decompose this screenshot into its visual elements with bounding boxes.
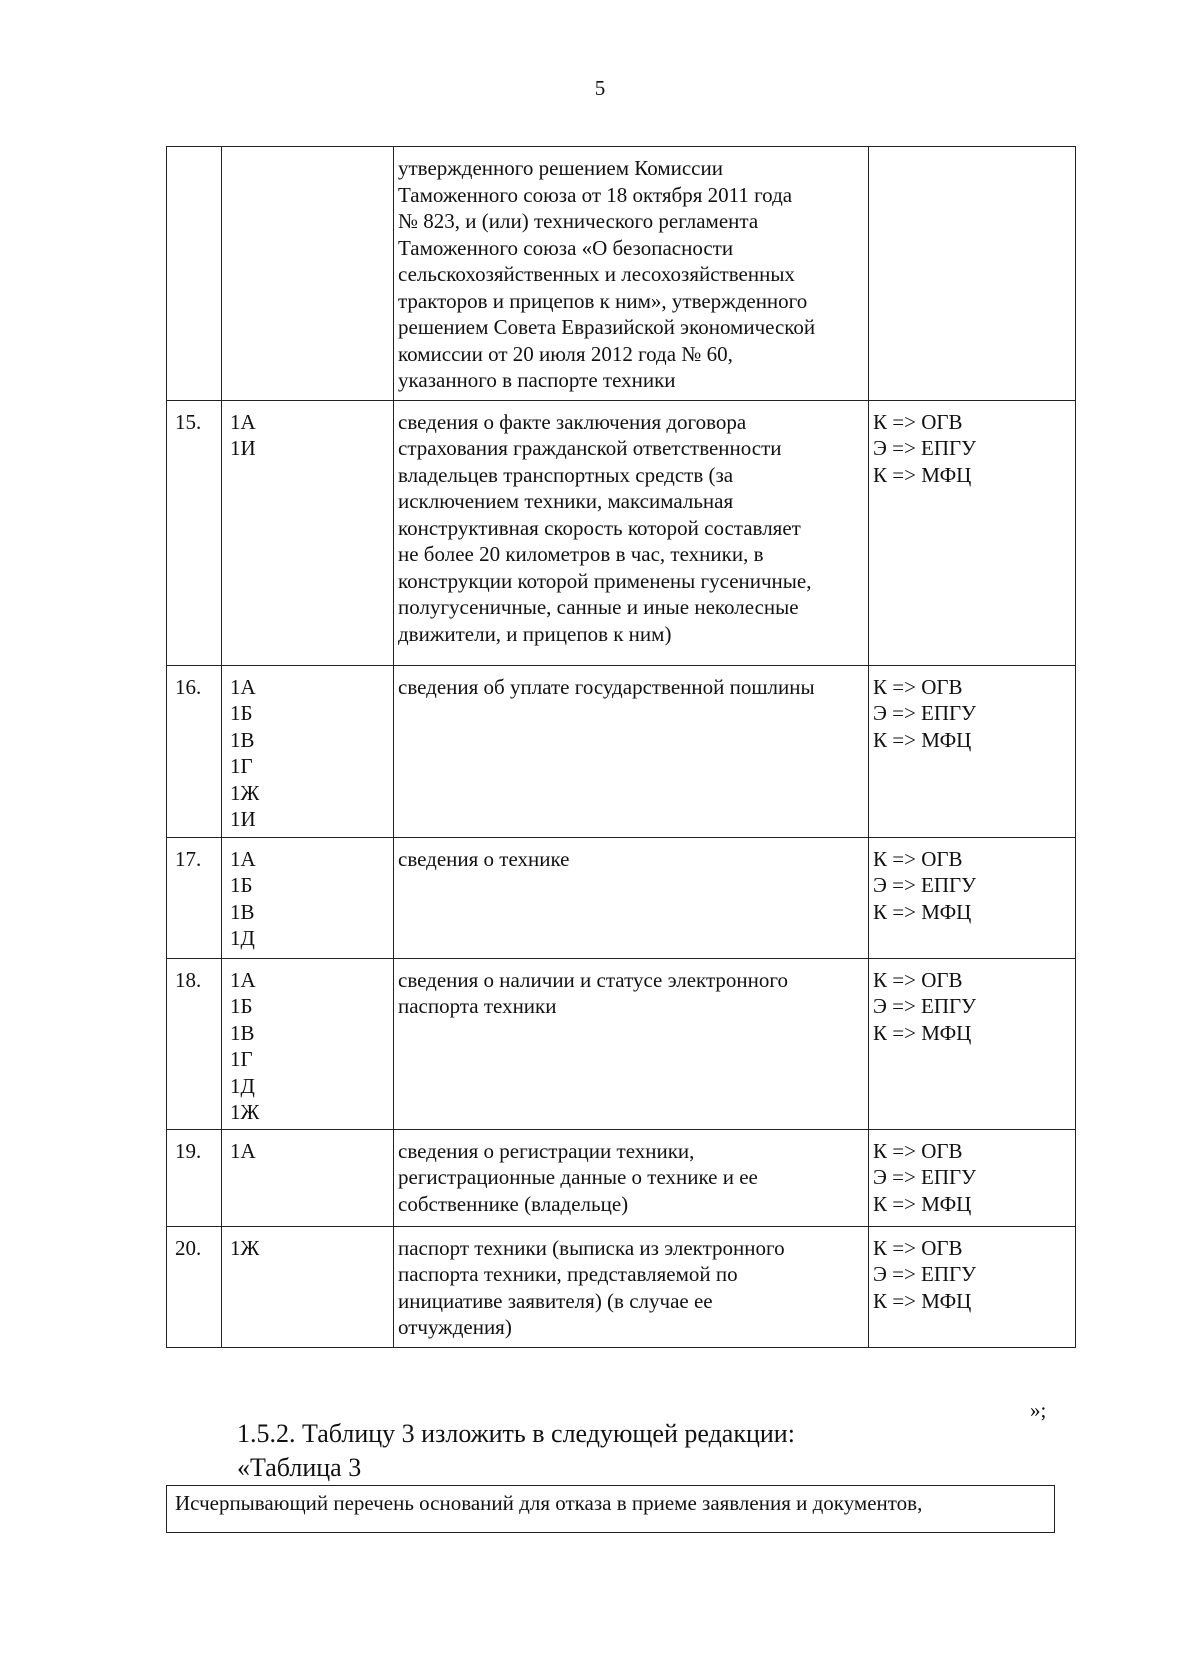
route-entry: Э => ЕПГУ: [873, 994, 977, 1018]
route-entry: К => МФЦ: [873, 1191, 972, 1216]
row-number-cell: [167, 400, 222, 665]
row-code: 1А: [230, 674, 256, 699]
description-line: отчуждения): [398, 1315, 512, 1339]
description-line: регистрационные данные о технике и ее: [398, 1165, 758, 1189]
route-entry: Э => ЕПГУ: [873, 436, 977, 460]
row-description-cell: [394, 1129, 869, 1226]
description-line: № 823, и (или) технического регламента: [398, 209, 759, 233]
description-line: решением Совета Евразийской экономической: [398, 315, 816, 339]
route-entry: К => ОГВ: [873, 1138, 963, 1163]
description-line: движители, и прицепов к ним): [398, 621, 672, 646]
description-line: конструктивная скорость которой составляет: [398, 515, 801, 540]
route-entry: К => МФЦ: [873, 899, 972, 924]
closing-quote: »;: [1030, 1398, 1047, 1422]
row-number-cell: [167, 1226, 222, 1347]
description-line: сельскохозяйственных и лесохозяйственных: [398, 262, 795, 286]
row-code: 1А: [230, 409, 256, 434]
row-description-cell: [394, 665, 869, 837]
route-entry: Э => ЕПГУ: [873, 1262, 977, 1286]
row-description-cell: [394, 147, 869, 401]
table-row: [167, 837, 1076, 958]
table-row-continuation: [167, 147, 1076, 401]
description-line: Таможенного союза «О безопасности: [398, 235, 734, 260]
row-code: 1Ж: [230, 1235, 260, 1260]
row-code: 1Б: [230, 873, 253, 897]
route-entry: Э => ЕПГУ: [873, 873, 977, 897]
row-code: 1Ж: [230, 1100, 260, 1124]
row-code: 1В: [230, 1020, 255, 1045]
row-codes-cell: [222, 958, 394, 1129]
row-number-cell: [167, 665, 222, 837]
row-code: 1Ж: [230, 780, 260, 805]
route-entry: К => МФЦ: [873, 727, 972, 752]
row-code: 1А: [230, 846, 256, 871]
row-codes-cell: [222, 665, 394, 837]
route-entry: Э => ЕПГУ: [873, 701, 977, 725]
row-description-cell: [394, 1226, 869, 1347]
row-code: 1Г: [230, 754, 253, 778]
row-routes-cell: [869, 400, 1076, 665]
route-entry: К => МФЦ: [873, 462, 972, 487]
description-line: сведения о регистрации техники,: [398, 1138, 695, 1163]
description-line: комиссии от 20 июля 2012 года № 60,: [398, 341, 733, 366]
row-number-cell: [167, 1129, 222, 1226]
description-line: утвержденного решением Комиссии: [398, 156, 723, 180]
row-description-cell: [394, 837, 869, 958]
description-line: паспорт техники (выписка из электронного: [398, 1235, 785, 1260]
row-routes-cell: [869, 958, 1076, 1129]
description-line: сведения о технике: [398, 846, 570, 871]
table3-header-cell: Исчерпывающий перечень оснований для отказа в приеме заявления и документов,: [166, 1485, 1055, 1533]
description-line: инициативе заявителя) (в случае ее: [398, 1288, 713, 1313]
route-entry: К => ОГВ: [873, 409, 963, 434]
description-line: сведения о наличии и статусе электронного: [398, 967, 788, 992]
row-codes-cell: [222, 837, 394, 958]
row-code: 1А: [230, 967, 256, 992]
route-entry: К => МФЦ: [873, 1288, 972, 1313]
description-line: исключением техники, максимальная: [398, 489, 734, 513]
row-code: 1В: [230, 899, 255, 924]
description-line: собственнике (владельце): [398, 1191, 629, 1216]
description-line: Таможенного союза от 18 октября 2011 года: [398, 182, 793, 207]
description-line: сведения о факте заключения договора: [398, 409, 747, 434]
row-number: 18.: [175, 967, 202, 992]
row-routes-cell: [869, 665, 1076, 837]
row-number-cell: [167, 147, 222, 401]
row-number-cell: [167, 837, 222, 958]
description-line: сведения об уплате государственной пошлины: [398, 674, 815, 699]
route-entry: Э => ЕПГУ: [873, 1165, 977, 1189]
table-row: [167, 400, 1076, 665]
table-row: [167, 665, 1076, 837]
route-entry: К => ОГВ: [873, 674, 963, 699]
row-code: 1Д: [230, 1073, 255, 1098]
description-line: паспорта техники: [398, 994, 557, 1018]
row-number: 20.: [175, 1235, 202, 1260]
row-code: 1И: [230, 807, 256, 831]
row-code: 1А: [230, 1138, 256, 1163]
route-entry: К => МФЦ: [873, 1020, 972, 1045]
row-codes-cell: [222, 1226, 394, 1347]
row-code: 1В: [230, 727, 255, 752]
row-number: 16.: [175, 674, 202, 699]
row-code: 1И: [230, 436, 256, 460]
row-routes-cell: [869, 1226, 1076, 1347]
table-row: [167, 958, 1076, 1129]
row-routes-cell: [869, 147, 1076, 401]
row-routes-cell: [869, 837, 1076, 958]
row-number: 17.: [175, 846, 202, 871]
description-line: полугусеничные, санные и иные неколесные: [398, 595, 799, 619]
row-codes-cell: [222, 1129, 394, 1226]
row-number-cell: [167, 958, 222, 1129]
description-line: не более 20 километров в час, техники, в: [398, 542, 764, 566]
row-description-cell: [394, 958, 869, 1129]
row-codes-cell: [222, 147, 394, 401]
row-codes-cell: [222, 400, 394, 665]
table-row: [167, 1129, 1076, 1226]
description-line: паспорта техники, представляемой по: [398, 1262, 738, 1286]
row-code: 1Б: [230, 994, 253, 1018]
table-row: [167, 1226, 1076, 1347]
description-line: конструкции которой применены гусеничные,: [398, 568, 812, 593]
row-number: 15.: [175, 409, 202, 434]
row-code: 1Б: [230, 701, 253, 725]
description-line: тракторов и прицепов к ним», утвержденного: [398, 288, 808, 313]
route-entry: К => ОГВ: [873, 846, 963, 871]
row-code: 1Д: [230, 926, 255, 950]
route-entry: К => ОГВ: [873, 967, 963, 992]
row-description-cell: [394, 400, 869, 665]
description-line: владельцев транспортных средств (за: [398, 462, 734, 487]
row-number: 19.: [175, 1138, 202, 1163]
description-line: указанного в паспорте техники: [398, 368, 676, 392]
route-entry: К => ОГВ: [873, 1235, 963, 1260]
row-code: 1Г: [230, 1047, 253, 1071]
page-number: 5: [594, 76, 606, 100]
row-routes-cell: [869, 1129, 1076, 1226]
section-heading: 1.5.2. Таблицу 3 изложить в следующей редакции:: [237, 1419, 795, 1448]
description-line: страхования гражданской ответственности: [398, 436, 782, 460]
table-caption: «Таблица 3: [237, 1453, 362, 1482]
requirements-table: [166, 146, 1076, 1348]
